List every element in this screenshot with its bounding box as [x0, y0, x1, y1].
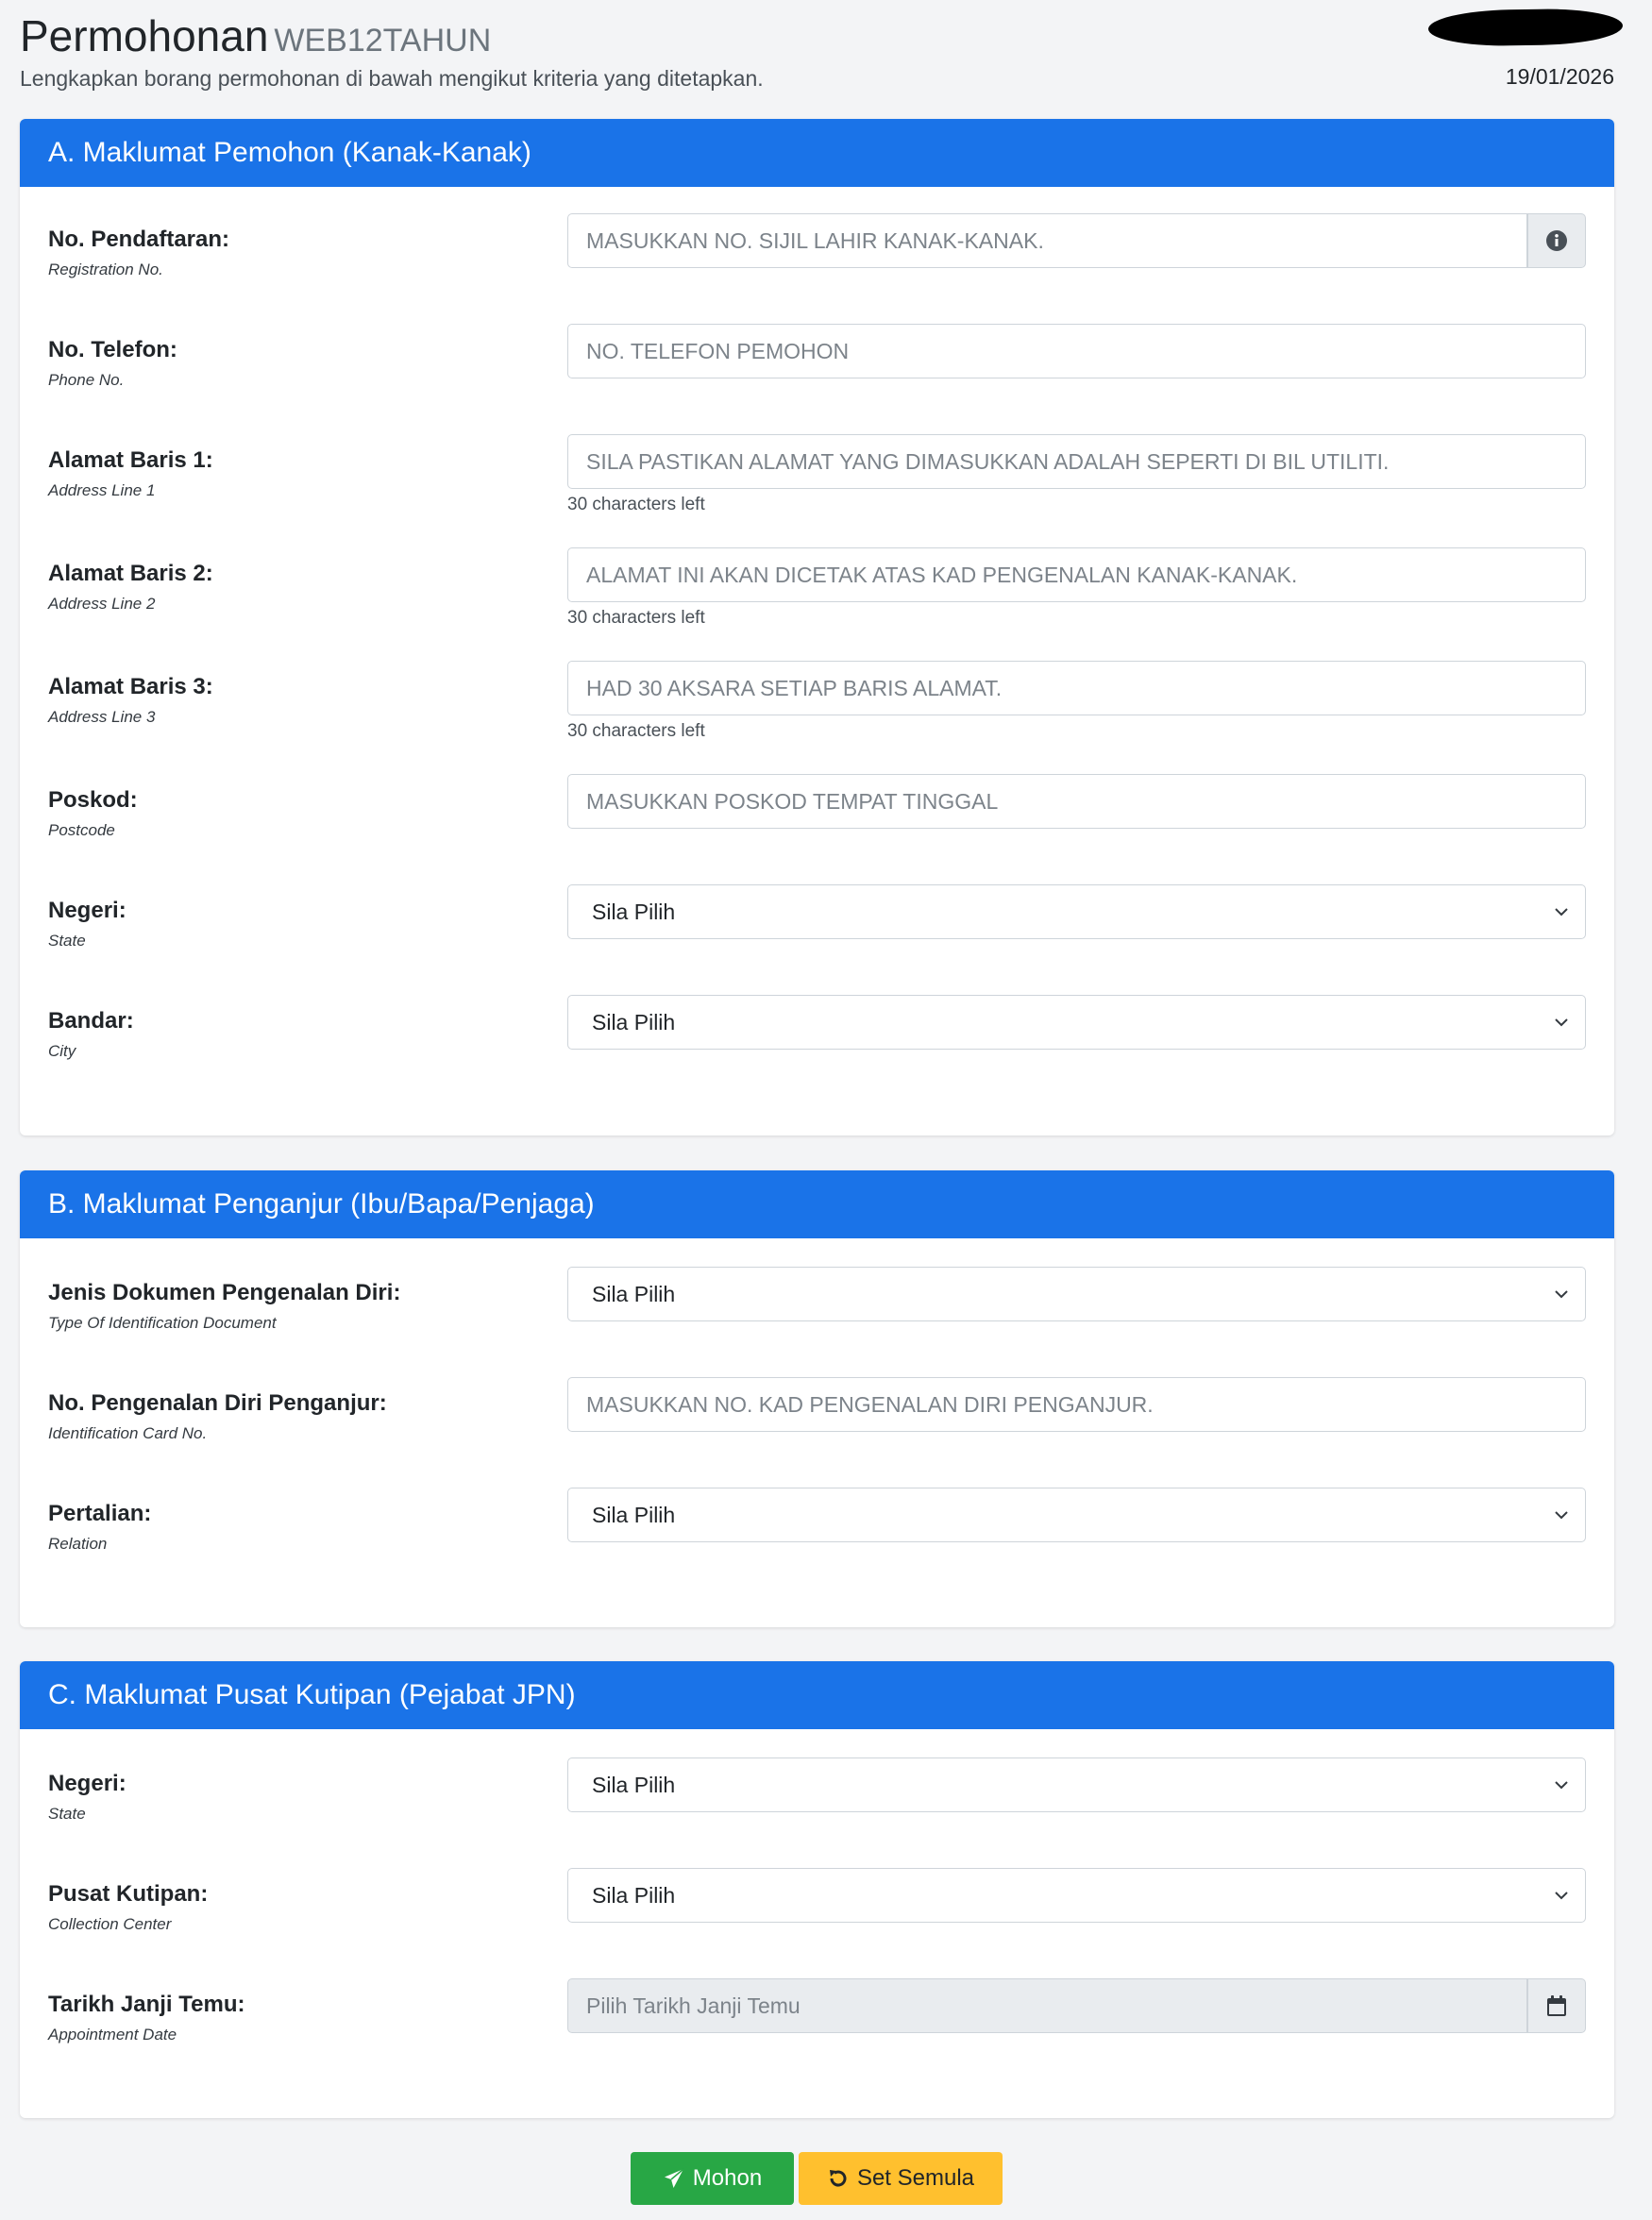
state-selected-value: Sila Pilih	[592, 900, 676, 924]
chevron-down-icon	[1551, 901, 1572, 922]
postcode-sublabel: Postcode	[48, 821, 115, 839]
state-row	[20, 873, 1614, 967]
address-line-1-input[interactable]	[586, 436, 1585, 489]
address-line-2-input[interactable]	[586, 549, 1585, 602]
section-a-card	[20, 119, 1614, 1135]
address-line-2-label: Alamat Baris 2:	[48, 561, 213, 586]
address-line-1-sublabel: Address Line 1	[48, 481, 156, 499]
current-date: 19/01/2026	[1505, 64, 1614, 89]
collection-state-row	[20, 1746, 1614, 1841]
undo-icon	[827, 2167, 850, 2190]
collection-center-selected-value: Sila Pilih	[592, 1883, 676, 1908]
address-line-3-char-count: 30 characters left	[567, 721, 705, 741]
appointment-date-field[interactable]	[567, 1978, 1527, 2033]
address-line-2-char-count: 30 characters left	[567, 608, 705, 628]
section-a-header: A. Maklumat Pemohon (Kanak-Kanak)	[20, 119, 1614, 187]
chevron-down-icon	[1551, 1012, 1572, 1033]
registration-no-field[interactable]	[567, 213, 1527, 268]
postcode-field[interactable]	[567, 774, 1586, 829]
state-sublabel: State	[48, 932, 86, 950]
section-c-card	[20, 1661, 1614, 2118]
reset-button-label: Set Semula	[856, 2165, 975, 2191]
address-line-3-input[interactable]	[586, 663, 1585, 715]
id-doc-type-selected-value: Sila Pilih	[592, 1282, 676, 1306]
postcode-input[interactable]	[586, 776, 1585, 829]
page-title	[20, 9, 491, 67]
info-icon	[1545, 229, 1568, 252]
id-doc-type-label: Jenis Dokumen Pengenalan Diri:	[48, 1280, 401, 1305]
page-subtitle: Lengkapkan borang permohonan di bawah mengikut kriteria yang ditetapkan.	[20, 66, 764, 91]
phone-no-input[interactable]	[586, 326, 1585, 378]
guardian-id-field[interactable]	[567, 1377, 1586, 1432]
address-line-1-label: Alamat Baris 1:	[48, 447, 213, 473]
section-b-header: B. Maklumat Penganjur (Ibu/Bapa/Penjaga)	[20, 1170, 1614, 1238]
address-line-3-row	[20, 649, 1614, 744]
address-line-3-sublabel: Address Line 3	[48, 708, 156, 726]
address-line-1-row	[20, 423, 1614, 517]
id-doc-type-select[interactable]	[567, 1267, 1586, 1321]
registration-no-input[interactable]	[586, 215, 1526, 268]
calendar-icon	[1546, 1994, 1567, 2017]
address-line-3-field[interactable]	[567, 661, 1586, 715]
page-header	[20, 0, 1614, 113]
submit-button-label: Mohon	[692, 2165, 763, 2191]
paper-plane-icon	[663, 2167, 685, 2190]
registration-no-row	[20, 202, 1614, 296]
chevron-down-icon	[1551, 1774, 1572, 1795]
reset-button[interactable]	[799, 2152, 1003, 2205]
appointment-date-input[interactable]	[586, 1980, 1526, 2033]
phone-no-row	[20, 312, 1614, 407]
appointment-date-label: Tarikh Janji Temu:	[48, 1992, 245, 2017]
relation-sublabel: Relation	[48, 1535, 108, 1553]
registration-no-sublabel: Registration No.	[48, 261, 163, 278]
appointment-date-picker-button[interactable]	[1527, 1978, 1586, 2033]
appointment-date-sublabel: Appointment Date	[48, 2026, 177, 2043]
postcode-label: Poskod:	[48, 787, 138, 813]
address-line-2-sublabel: Address Line 2	[48, 595, 156, 613]
guardian-id-sublabel: Identification Card No.	[48, 1424, 208, 1442]
city-sublabel: City	[48, 1042, 76, 1060]
page-title-text: Permohonan	[20, 11, 269, 60]
registration-no-label: No. Pendaftaran:	[48, 227, 230, 252]
guardian-id-row	[20, 1366, 1614, 1460]
collection-center-row	[20, 1857, 1614, 1951]
guardian-id-input[interactable]	[586, 1379, 1585, 1432]
collection-center-select[interactable]	[567, 1868, 1586, 1923]
collection-state-label: Negeri:	[48, 1771, 126, 1796]
id-doc-type-sublabel: Type Of Identification Document	[48, 1314, 277, 1332]
relation-label: Pertalian:	[48, 1501, 152, 1526]
phone-no-label: No. Telefon:	[48, 337, 177, 362]
relation-row	[20, 1476, 1614, 1571]
postcode-row	[20, 763, 1614, 857]
redacted-user-name	[1428, 8, 1624, 47]
form-code: WEB12TAHUN	[274, 23, 492, 59]
chevron-down-icon	[1551, 1505, 1572, 1525]
city-label: Bandar:	[48, 1008, 134, 1034]
relation-select[interactable]	[567, 1488, 1586, 1542]
relation-selected-value: Sila Pilih	[592, 1503, 676, 1527]
address-line-1-field[interactable]	[567, 434, 1586, 489]
address-line-1-char-count: 30 characters left	[567, 495, 705, 514]
collection-center-label: Pusat Kutipan:	[48, 1881, 209, 1907]
submit-button[interactable]	[631, 2152, 794, 2205]
address-line-2-row	[20, 536, 1614, 631]
chevron-down-icon	[1551, 1885, 1572, 1906]
city-selected-value: Sila Pilih	[592, 1010, 676, 1034]
collection-center-sublabel: Collection Center	[48, 1915, 172, 1933]
city-select[interactable]	[567, 995, 1586, 1050]
collection-state-selected-value: Sila Pilih	[592, 1773, 676, 1797]
registration-info-button[interactable]	[1527, 213, 1586, 268]
phone-no-sublabel: Phone No.	[48, 371, 125, 389]
section-c-header: C. Maklumat Pusat Kutipan (Pejabat JPN)	[20, 1661, 1614, 1729]
collection-state-sublabel: State	[48, 1805, 86, 1823]
state-select[interactable]	[567, 884, 1586, 939]
city-row	[20, 984, 1614, 1078]
appointment-date-row	[20, 1967, 1614, 2061]
chevron-down-icon	[1551, 1284, 1572, 1304]
collection-state-select[interactable]	[567, 1758, 1586, 1812]
address-line-2-field[interactable]	[567, 547, 1586, 602]
state-label: Negeri:	[48, 898, 126, 923]
guardian-id-label: No. Pengenalan Diri Penganjur:	[48, 1390, 387, 1416]
phone-no-field[interactable]	[567, 324, 1586, 378]
section-b-card	[20, 1170, 1614, 1627]
id-doc-type-row	[20, 1255, 1614, 1350]
address-line-3-label: Alamat Baris 3:	[48, 674, 213, 699]
